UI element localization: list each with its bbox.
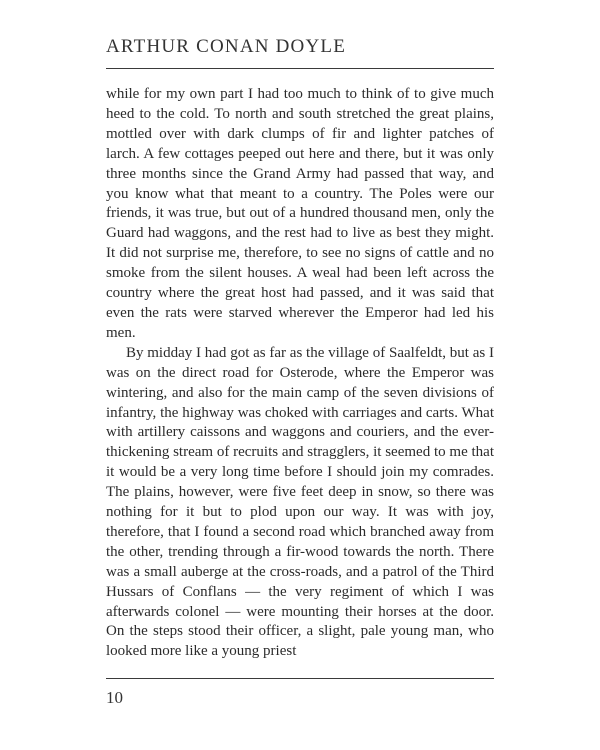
body-text [106, 85, 494, 662]
paragraph-2: By midday I had got as far as the village of Saalfeldt, but as I was on the direct road for Osterode, where the Emperor was wintering, and also for the main camp of the seven divisions of infantry, the highway was choked with carriages and carts. What with artillery caissons and waggons and couriers, and the ever-thickening stream of recruits and stragglers, it seemed to me that it would be a very long time before I should join my comrades. The plains, however, were five feet deep in snow, so there was nothing for it but to plod upon our way. It was with joy, therefore, that I found a second road which branched away from the other, trending through a fir-wood towards the north. There was a small auberge at the cross-roads, and a patrol of the Third Hussars of Conflans — the very regiment of which I was afterwards colonel — were mounting their horses at the door. On the steps stood their officer, a slight, pale young man, who looked more like a young priest [106, 344, 494, 660]
footer-rule [106, 678, 494, 679]
page-number: 10 [106, 688, 123, 707]
running-head: ARTHUR CONAN DOYLE [106, 36, 347, 57]
paragraph-1: while for my own part I had too much to think of to give much heed to the cold. To north and south stretched the great plains, mottled over with dark clumps of fir and lighter patches of larch. A few cottages peeped out here and there, but it was only three months since the Grand Army had passed that way, and you know what that meant to a country. The Poles were our friends, it was true, but out of a hundred thousand men, only the Guard had waggons, and the rest had to live as best they might. It did not surprise me, therefore, to see no signs of cattle and no smoke from the silent houses. A weal had been left across the country where the great host had passed, and it was said that even the rats were starved wherever the Emperor had led his men. [106, 86, 494, 341]
header-rule [106, 68, 494, 69]
